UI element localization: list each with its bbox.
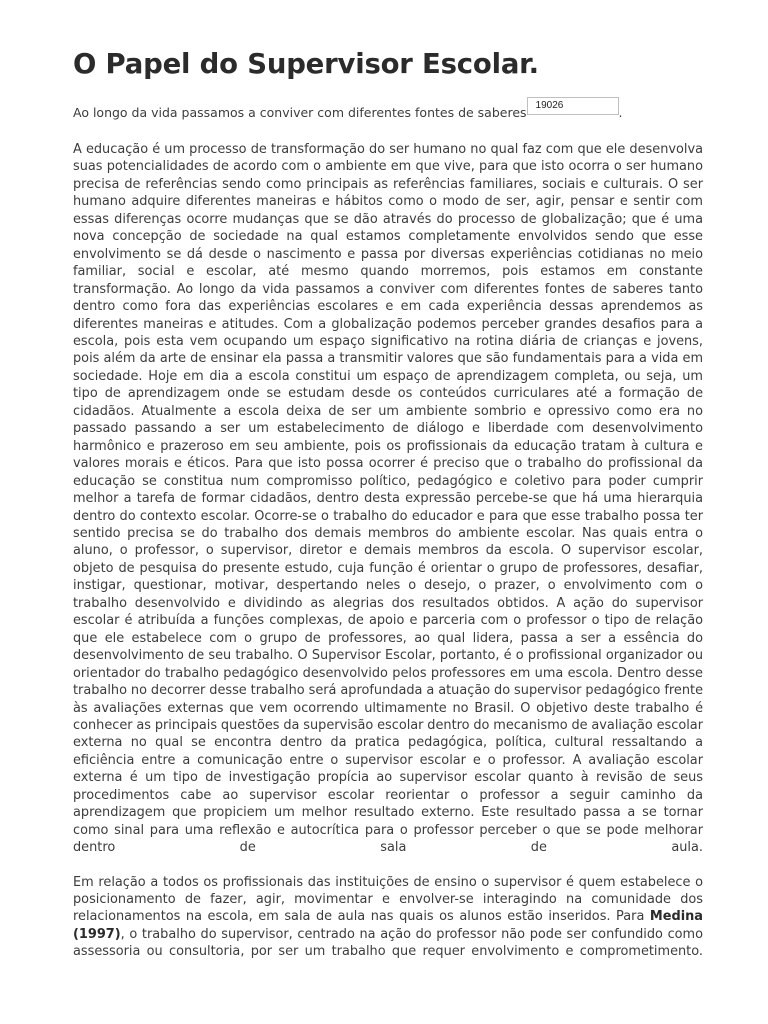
paragraph-text-before: Em relação a todos os profissionais das instituições de ensino o supervisor é quem estabelece o posicionamento de fazer, agir, movimentar e envolver-se interagindo na comunidade dos relacionamentos na escola, em sala de aula nas quais os alunos estão inseridos. Para <box>73 874 703 925</box>
paragraph-text-after: , o trabalho do supervisor, centrado na ação do professor não pode ser confundido como assessoria ou consultoria, por ser um trabalho que requer envolvimento e comprometimento. <box>73 926 703 960</box>
page-title: O Papel do Supervisor Escolar. <box>73 48 539 80</box>
citation-reference: Medina (1997) <box>73 909 703 942</box>
intro-suffix: . <box>618 105 623 120</box>
code-box: 19026 <box>527 97 619 115</box>
body-paragraph: A educação é um processo de transformação do ser humano no qual faz com que ele desenvolva suas potencialidades de acordo com o ambiente em que vive, para que isto ocorra o ser humano precisa de referências sendo como principais as referências familiares, sociais e culturais. O ser humano adquire diferentes maneiras e hábitos como o modo de ser, agir, pensar e sentir com essas diferenças ocorre mudanças que se dão através do processo de globalização; que é uma nova concepção de sociedade na qual estamos completamente envolvidos sendo que esse envolvimento se dá desde o nascimento e passa por diversas experiências cotidianas no meio familiar, social e escolar, até mesmo quando morremos, pois estamos em constante transformação. Ao longo da vida passamos a conviver com diferentes fontes de saberes tanto dentro como fora das experiências escolares e em cada experiência dessas aprendemos as diferentes maneiras e atitudes. Com a globalização podemos perceber grandes desafios para a escola, pois esta vem ocupando um espaço significativo na rotina diária de crianças e jovens, pois além da arte de ensinar ela passa a transmitir valores que são fundamentais para a vida em sociedade. Hoje em dia a escola constitui um espaço de aprendizagem completa, ou seja, um tipo de aprendizagem onde se estudam desde os conteúdos curriculares até a formação de cidadãos. Atualmente a escola deixa de ser um ambiente sombrio e opressivo como era no passado passando a ser um estabelecimento de diálogo e liberdade com desenvolvimento harmônico e prazeroso em seu ambiente, pois os profissionais da educação tratam à cultura e valores morais e éticos. Para que isto possa ocorrer é preciso que o trabalho do profissional da educação se constitua num compromisso político, pedagógico e coletivo para poder cumprir melhor a tarefa de formar cidadãos, dentro desta expressão percebe-se que há uma hierarquia dentro do contexto escolar. Ocorre-se o trabalho do educador e para que esse trabalho possa ter sentido precisa se do trabalho dos demais membros do ambiente escolar. Nas quais entra o aluno, o professor, o supervisor, diretor e demais membros da escola. O supervisor escolar, objeto de pesquisa do presente estudo, cuja função é orientar o grupo de professores, desafiar, instigar, questionar, motivar, despertando neles o desejo, o prazer, o envolvimento com o trabalho desenvolvido e dividindo as alegrias dos resultados obtidos. A ação do supervisor escolar é atribuída a funções complexas, de apoio e parceria com o professor o tipo de relação que ele estabelece com o grupo de professores, ao qual lidera, passa a ser a essência do desenvolvimento de seu trabalho. O Supervisor Escolar, portanto, é o profissional organizador ou orientador do trabalho pedagógico desenvolvido pelos professores em uma escola. Dentro desse trabalho no decorrer desse trabalho será aprofundada a atuação do supervisor pedagógico frente às avaliações externas que vem ocorrendo ultimamente no Brasil. O objetivo deste trabalho é conhecer as principais questões da supervisão escolar dentro do mecanismo de avaliação escolar externa no qual se encontra dentro da pratica pedagógica, política, cultural ressaltando a eficiência entre a comunicação entre o supervisor escolar e o professor. A avaliação escolar externa é um tipo de investigação propícia ao supervisor escolar quanto à revisão de seus procedimentos cabe ao supervisor escolar reorientar o professor a seguir caminho da aprendizagem que propiciem um melhor resultado externo. Este resultado passa a se tornar como sinal para uma reflexão e autocrítica para o professor perceber o que se pode melhorar dentro de sala de aula. <box>73 142 703 856</box>
intro-line <box>73 100 703 124</box>
document-page <box>73 40 703 978</box>
intro-text: Ao longo da vida passamos a conviver com diferentes fontes de saberes <box>73 105 527 120</box>
body-paragraph-citation <box>73 874 703 961</box>
